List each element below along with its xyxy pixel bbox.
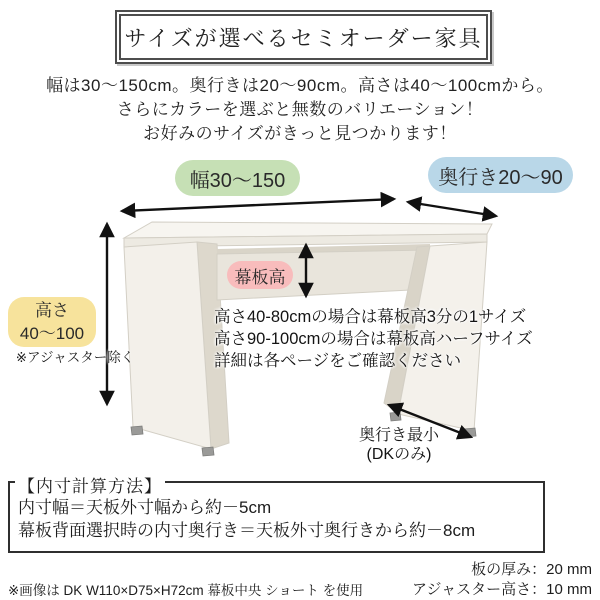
apron-note-line-2: 高さ90-100cmの場合は幕板高ハーフサイズ — [214, 330, 533, 348]
height-label-line2: 40〜100 — [19, 324, 85, 343]
height-label-line1: 高さ — [35, 301, 69, 320]
apron-size-note — [214, 306, 559, 372]
apron-note-line-3: 詳細は各ページをご確認ください — [214, 352, 462, 370]
calc-box-title: 【内寸計算方法】 — [15, 472, 165, 497]
apron-height-pill — [227, 261, 293, 289]
width-arrow — [122, 199, 394, 211]
description-line-1: 幅は30〜150cm。奥行きは20〜90cm。高さは40〜100cmから。 — [46, 76, 554, 95]
depth-label: 奥行き20〜90 — [438, 166, 563, 189]
adjuster-exclusion-note: ※アジャスター除く — [15, 350, 135, 365]
image-sample-note: ※画像は DK W110×D75×H72cm 幕板中央 ショート を使用 — [8, 583, 364, 598]
calc-line-1: 内寸幅＝天板外寸幅から約－5cm — [18, 498, 272, 517]
page-title: サイズが選べるセミオーダー家具 — [124, 25, 483, 51]
depth-min-sublabel: (DKのみ) — [366, 446, 432, 463]
description-line-2: さらにカラーを選ぶと無数のバリエーション！ — [116, 100, 484, 119]
depth-min-label-group — [338, 426, 460, 464]
apron-height-label: 幕板高 — [234, 267, 286, 287]
apron-note-line-1: 高さ40-80cmの場合は幕板高3分の1サイズ — [214, 308, 527, 326]
depth-arrow — [408, 202, 496, 216]
calc-box-lines — [18, 496, 475, 542]
adjuster-height-note: アジャスター高さ：10 mm — [412, 581, 592, 598]
depth-label-pill — [428, 157, 573, 193]
board-thickness-note: 板の厚み：20 mm — [471, 561, 592, 578]
calc-line-2: 幕板背面選択時の内寸奥行き＝天板外寸奥行きから約－8cm — [18, 521, 476, 540]
inner-dimension-calc-box — [8, 477, 545, 553]
width-label-pill — [175, 160, 300, 196]
depth-min-label: 奥行き最小 — [358, 427, 439, 444]
height-label-pill — [8, 297, 96, 347]
description-line-3: お好みのサイズがきっと見つかります！ — [143, 124, 457, 143]
width-label: 幅30〜150 — [189, 169, 286, 192]
